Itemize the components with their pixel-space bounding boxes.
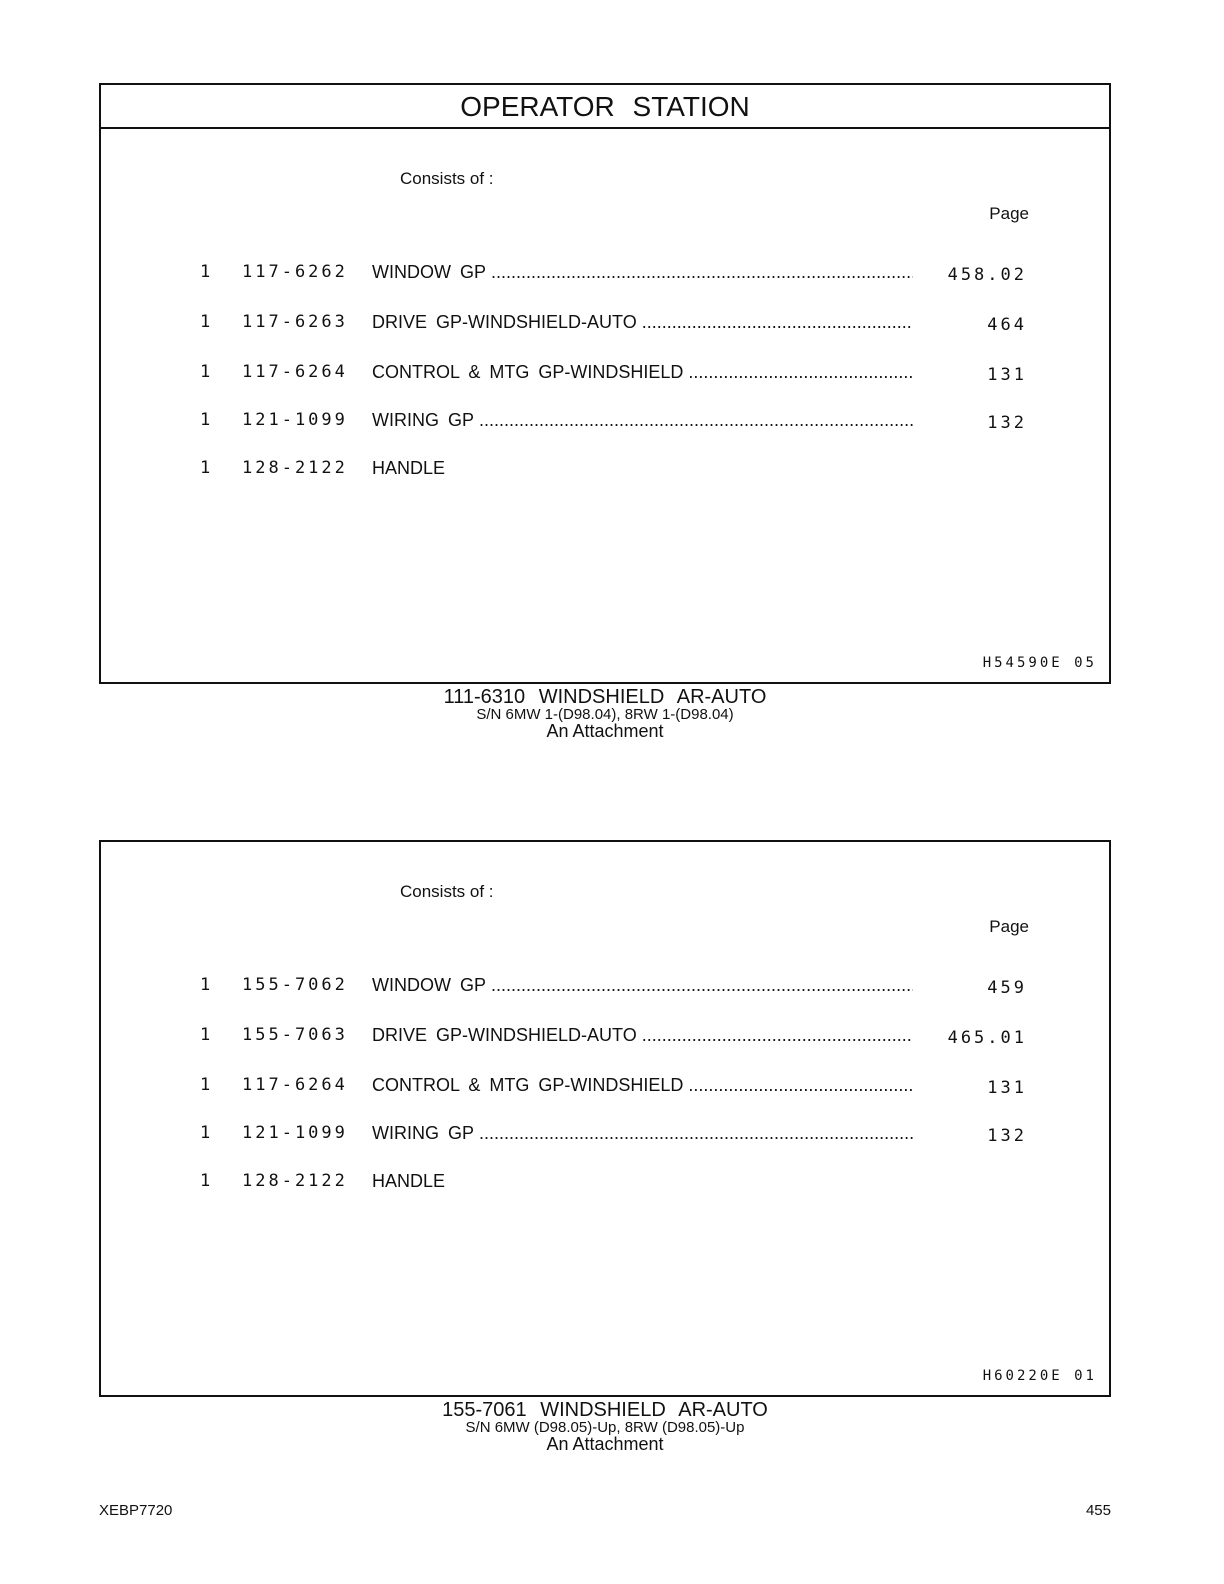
part-description: WIRING GP ..... xyxy=(372,1123,913,1144)
page-column-header: Page xyxy=(989,917,1029,936)
quantity: 1 xyxy=(200,362,211,382)
part-number: 155-7063 xyxy=(242,1025,348,1045)
part-description: DRIVE GP-WINDSHIELD-AUTO ..... xyxy=(372,1025,913,1046)
quantity: 1 xyxy=(200,1171,211,1191)
parts-row xyxy=(101,362,1109,386)
page-reference[interactable]: 464 xyxy=(987,315,1027,335)
illustration-code: H60220E 01 xyxy=(982,1368,1097,1384)
part-number: 117-6264 xyxy=(242,1075,348,1095)
part-description: HANDLE xyxy=(372,458,446,478)
part-number: 117-6264 xyxy=(242,362,348,382)
caption-serial-numbers: S/N 6MW 1-(D98.04), 8RW 1-(D98.04) xyxy=(476,706,734,723)
parts-group-box-1 xyxy=(99,83,1111,684)
caption-note: An Attachment xyxy=(546,1434,664,1454)
quantity: 1 xyxy=(200,1123,211,1143)
section-title: OPERATOR STATION xyxy=(101,85,1109,129)
part-number: 121-1099 xyxy=(242,1123,348,1143)
parts-row xyxy=(101,312,1109,336)
parts-row xyxy=(101,1025,1109,1049)
consists-of-label: Consists of : xyxy=(400,169,494,188)
part-number: 128-2122 xyxy=(242,1171,348,1191)
parts-row xyxy=(101,410,1109,434)
part-number: 128-2122 xyxy=(242,458,348,478)
part-description: CONTROL & MTG GP-WINDSHIELD ..... xyxy=(372,362,913,383)
illustration-code: H54590E 05 xyxy=(982,655,1097,671)
part-description: DRIVE GP-WINDSHIELD-AUTO ..... xyxy=(372,312,913,333)
parts-row xyxy=(101,1171,1109,1195)
caption-title: 111-6310 WINDSHIELD AR-AUTO xyxy=(443,686,767,708)
part-description: WIRING GP ..... xyxy=(372,410,913,431)
group-caption-2 xyxy=(99,1400,1111,1453)
quantity: 1 xyxy=(200,312,211,332)
quantity: 1 xyxy=(200,262,211,282)
page-reference[interactable]: 458.02 xyxy=(947,265,1027,285)
parts-row xyxy=(101,458,1109,482)
caption-serial-numbers: S/N 6MW (D98.05)-Up, 8RW (D98.05)-Up xyxy=(465,1419,745,1436)
page-number: 455 xyxy=(1085,1502,1111,1519)
quantity: 1 xyxy=(200,975,211,995)
parts-row xyxy=(101,1075,1109,1099)
page-reference[interactable]: 465.01 xyxy=(947,1028,1027,1048)
page-reference[interactable]: 459 xyxy=(987,978,1027,998)
caption-title: 155-7061 WINDSHIELD AR-AUTO xyxy=(442,1399,768,1421)
parts-group-box-2 xyxy=(99,840,1111,1397)
parts-row xyxy=(101,975,1109,999)
page-reference[interactable]: 132 xyxy=(987,413,1027,433)
part-description: WINDOW GP ..... xyxy=(372,262,913,283)
page-reference[interactable]: 131 xyxy=(987,1078,1027,1098)
quantity: 1 xyxy=(200,458,211,478)
part-number: 117-6263 xyxy=(242,312,348,332)
part-description: WINDOW GP ..... xyxy=(372,975,913,996)
group-caption-1 xyxy=(99,687,1111,740)
part-number: 117-6262 xyxy=(242,262,348,282)
page-reference[interactable]: 131 xyxy=(987,365,1027,385)
page-reference[interactable]: 132 xyxy=(987,1126,1027,1146)
quantity: 1 xyxy=(200,1025,211,1045)
caption-note: An Attachment xyxy=(546,721,664,741)
document-id: XEBP7720 xyxy=(99,1502,173,1519)
parts-row xyxy=(101,1123,1109,1147)
part-number: 121-1099 xyxy=(242,410,348,430)
part-number: 155-7062 xyxy=(242,975,348,995)
quantity: 1 xyxy=(200,1075,211,1095)
page-column-header: Page xyxy=(989,204,1029,223)
consists-of-label: Consists of : xyxy=(400,882,494,901)
parts-row xyxy=(101,262,1109,286)
part-description: HANDLE xyxy=(372,1171,446,1191)
part-description: CONTROL & MTG GP-WINDSHIELD ..... xyxy=(372,1075,913,1096)
quantity: 1 xyxy=(200,410,211,430)
